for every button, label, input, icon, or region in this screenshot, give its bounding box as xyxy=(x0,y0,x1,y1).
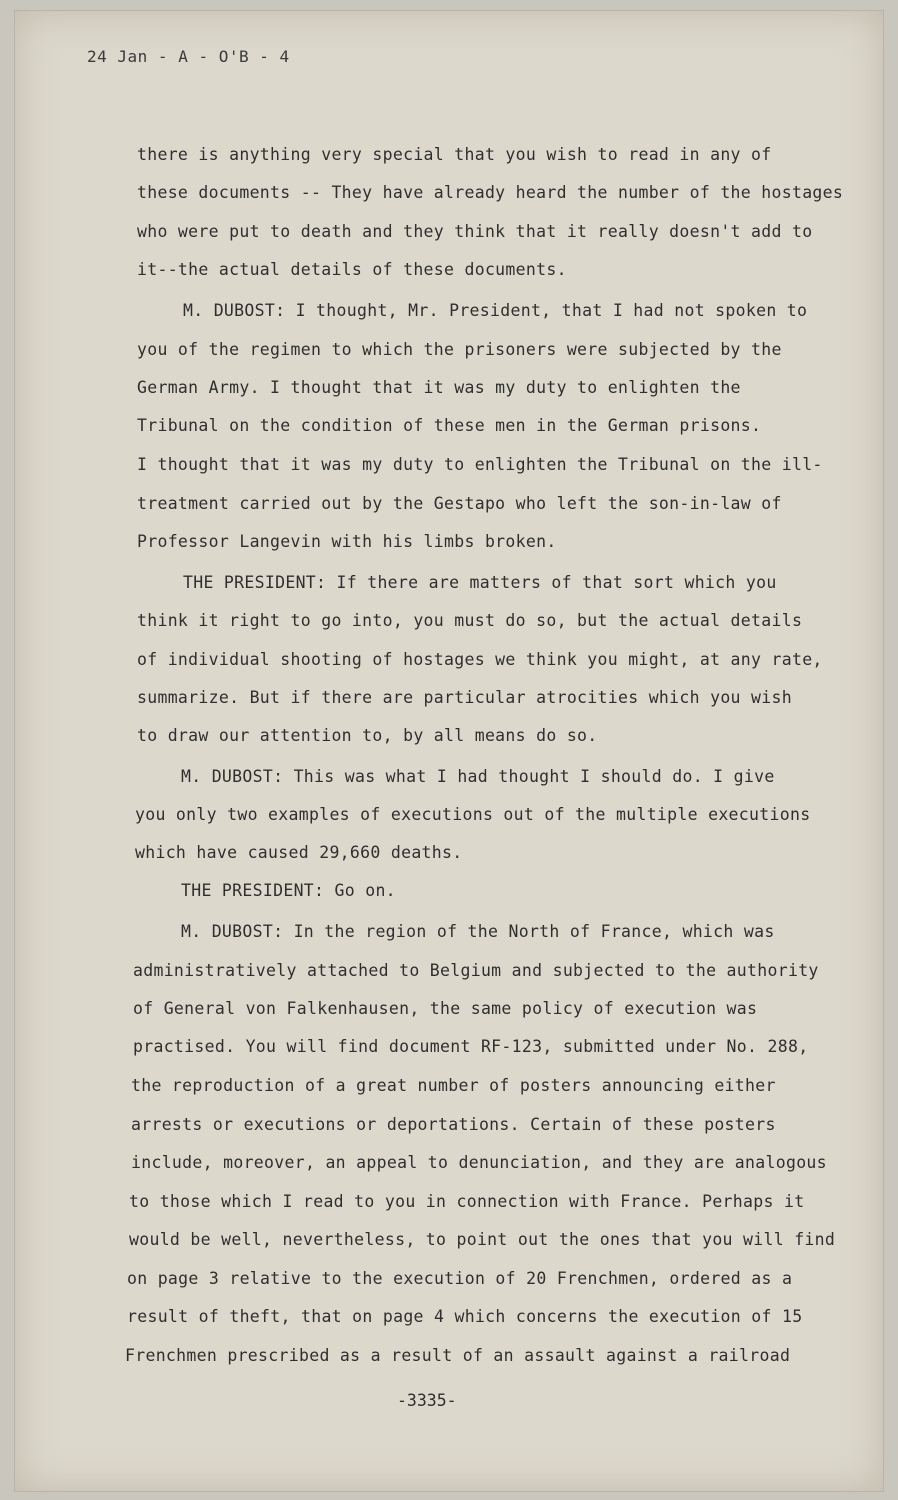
body-line: to draw our attention to, by all means do so. xyxy=(137,726,598,745)
body-line: these documents -- They have already heard the number of the hostages xyxy=(137,183,844,202)
body-line: arrests or executions or deportations. Certain of these posters xyxy=(131,1115,776,1134)
body-line: of General von Falkenhausen, the same policy of execution was xyxy=(133,999,758,1018)
body-line: practised. You will find document RF-123, submitted under No. 288, xyxy=(133,1037,809,1056)
body-line: Professor Langevin with his limbs broken. xyxy=(137,532,557,551)
page-number: -3335- xyxy=(397,1391,457,1410)
body-line: Frenchmen prescribed as a result of an assault against a railroad xyxy=(125,1346,791,1365)
body-line: include, moreover, an appeal to denunciation, and they are analogous xyxy=(131,1153,827,1172)
body-line: there is anything very special that you wish to read in any of xyxy=(137,145,772,164)
page-header-reference: 24 Jan - A - O'B - 4 xyxy=(87,47,290,66)
body-line: German Army. I thought that it was my duty to enlighten the xyxy=(137,378,741,397)
body-line: you only two examples of executions out of the multiple executions xyxy=(135,805,811,824)
body-line: Tribunal on the condition of these men in the German prisons. xyxy=(137,416,762,435)
body-line: THE PRESIDENT: If there are matters of that sort which you xyxy=(183,573,777,592)
body-line: which have caused 29,660 deaths. xyxy=(135,843,463,862)
body-line: THE PRESIDENT: Go on. xyxy=(181,881,396,900)
body-line: M. DUBOST: In the region of the North of France, which was xyxy=(181,922,775,941)
body-line: M. DUBOST: I thought, Mr. President, that I had not spoken to xyxy=(183,301,808,320)
body-line: who were put to death and they think that it really doesn't add to xyxy=(137,222,813,241)
body-line: summarize. But if there are particular atrocities which you wish xyxy=(137,688,792,707)
body-line: it--the actual details of these documents. xyxy=(137,260,567,279)
body-line: treatment carried out by the Gestapo who left the son-in-law of xyxy=(137,494,782,513)
body-line: M. DUBOST: This was what I had thought I should do. I give xyxy=(181,767,775,786)
body-line: of individual shooting of hostages we think you might, at any rate, xyxy=(137,650,823,669)
body-line: result of theft, that on page 4 which concerns the execution of 15 xyxy=(127,1307,803,1326)
body-line: the reproduction of a great number of posters announcing either xyxy=(131,1076,776,1095)
body-line: on page 3 relative to the execution of 20 Frenchmen, ordered as a xyxy=(127,1269,793,1288)
body-line: I thought that it was my duty to enlighten the Tribunal on the ill- xyxy=(137,455,823,474)
body-line: to those which I read to you in connection with France. Perhaps it xyxy=(129,1192,805,1211)
body-line: administratively attached to Belgium and subjected to the authority xyxy=(133,961,819,980)
body-line: think it right to go into, you must do so, but the actual details xyxy=(137,611,803,630)
document-page xyxy=(14,10,884,1492)
body-line: would be well, nevertheless, to point out the ones that you will find xyxy=(129,1230,836,1249)
body-line: you of the regimen to which the prisoners were subjected by the xyxy=(137,340,782,359)
